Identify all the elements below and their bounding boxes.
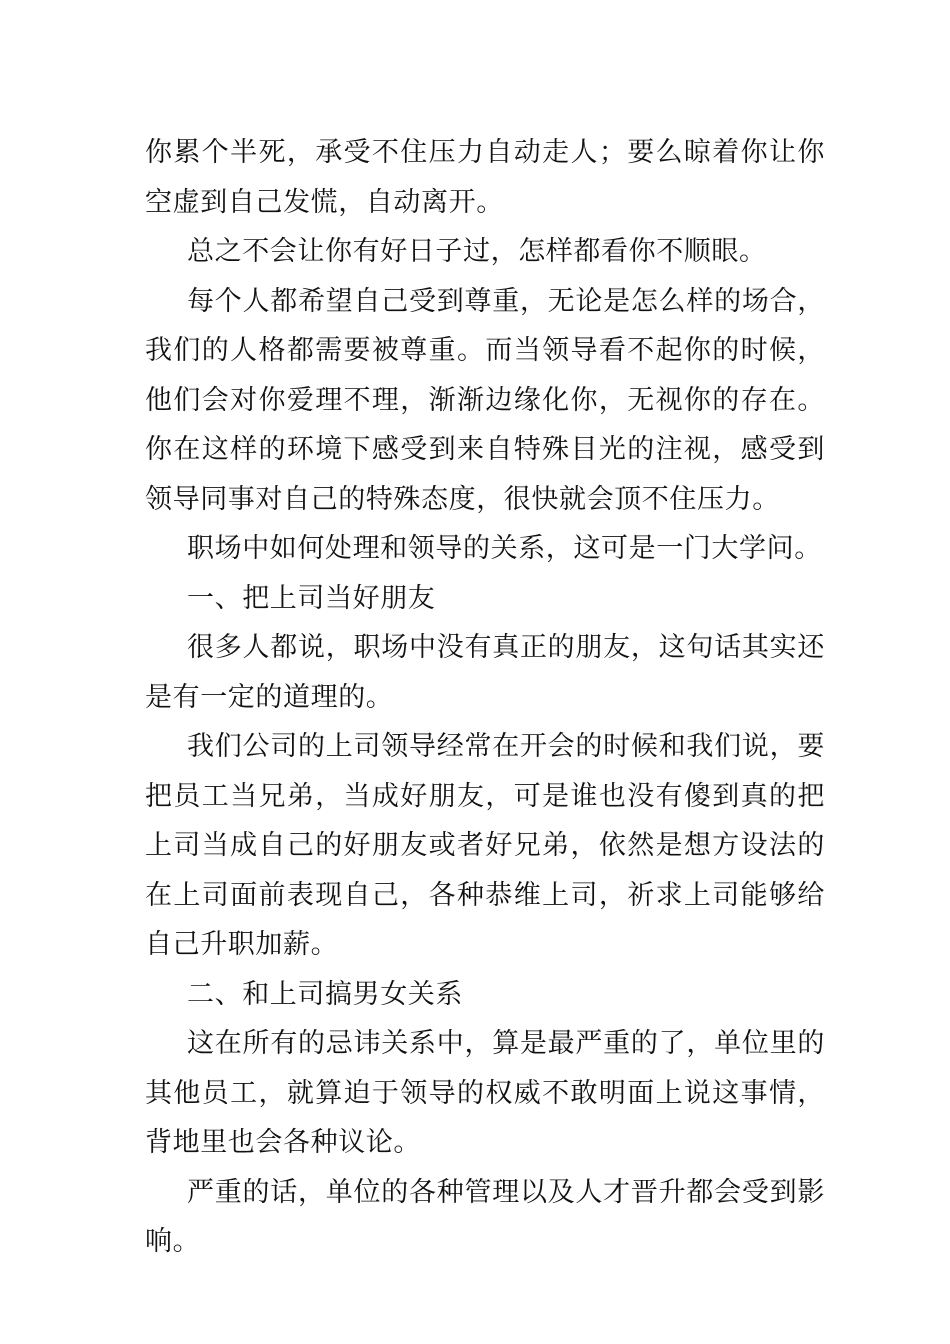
- paragraph-2: 总之不会让你有好日子过，怎样都看你不顺眼。: [187, 236, 767, 267]
- document-body: [145, 128, 825, 1267]
- paragraph-4: 职场中如何处理和领导的关系，这可是一门大学问。: [187, 533, 822, 564]
- paragraph-5: 很多人都说，职场中没有真正的朋友，这句话其实还是有一定的道理的。: [145, 632, 825, 713]
- section-heading-2: 二、和上司搞男女关系: [187, 978, 463, 1010]
- paragraph-3: 每个人都希望自己受到尊重，无论是怎么样的场合，我们的人格都需要被尊重。而当领导看不起你的时候，他们会对你爱理不理，渐渐边缘化你，无视你的存在。你在这样的环境下感受到来自特殊目光的注视，感受到领导同事对自己的特殊态度，很快就会顶不住压力。: [145, 285, 825, 515]
- paragraph-7: 这在所有的忌讳关系中，算是最严重的了，单位里的其他员工，就算迫于领导的权威不敢明面上说这事情，背地里也会各种议论。: [145, 1028, 825, 1158]
- paragraph-8: 严重的话，单位的各种管理以及人才晋升都会受到影响。: [145, 1176, 825, 1257]
- paragraph-6: 我们公司的上司领导经常在开会的时候和我们说，要把员工当兄弟，当成好朋友，可是谁也没有傻到真的把上司当成自己的好朋友或者好兄弟，依然是想方设法的在上司面前表现自己，各种恭维上司，祈求上司能够给自己升职加薪。: [145, 731, 825, 960]
- section-heading-1: 一、把上司当好朋友: [187, 582, 436, 614]
- paragraph-1: 你累个半死，承受不住压力自动走人；要么晾着你让你空虚到自己发慌，自动离开。: [145, 137, 825, 218]
